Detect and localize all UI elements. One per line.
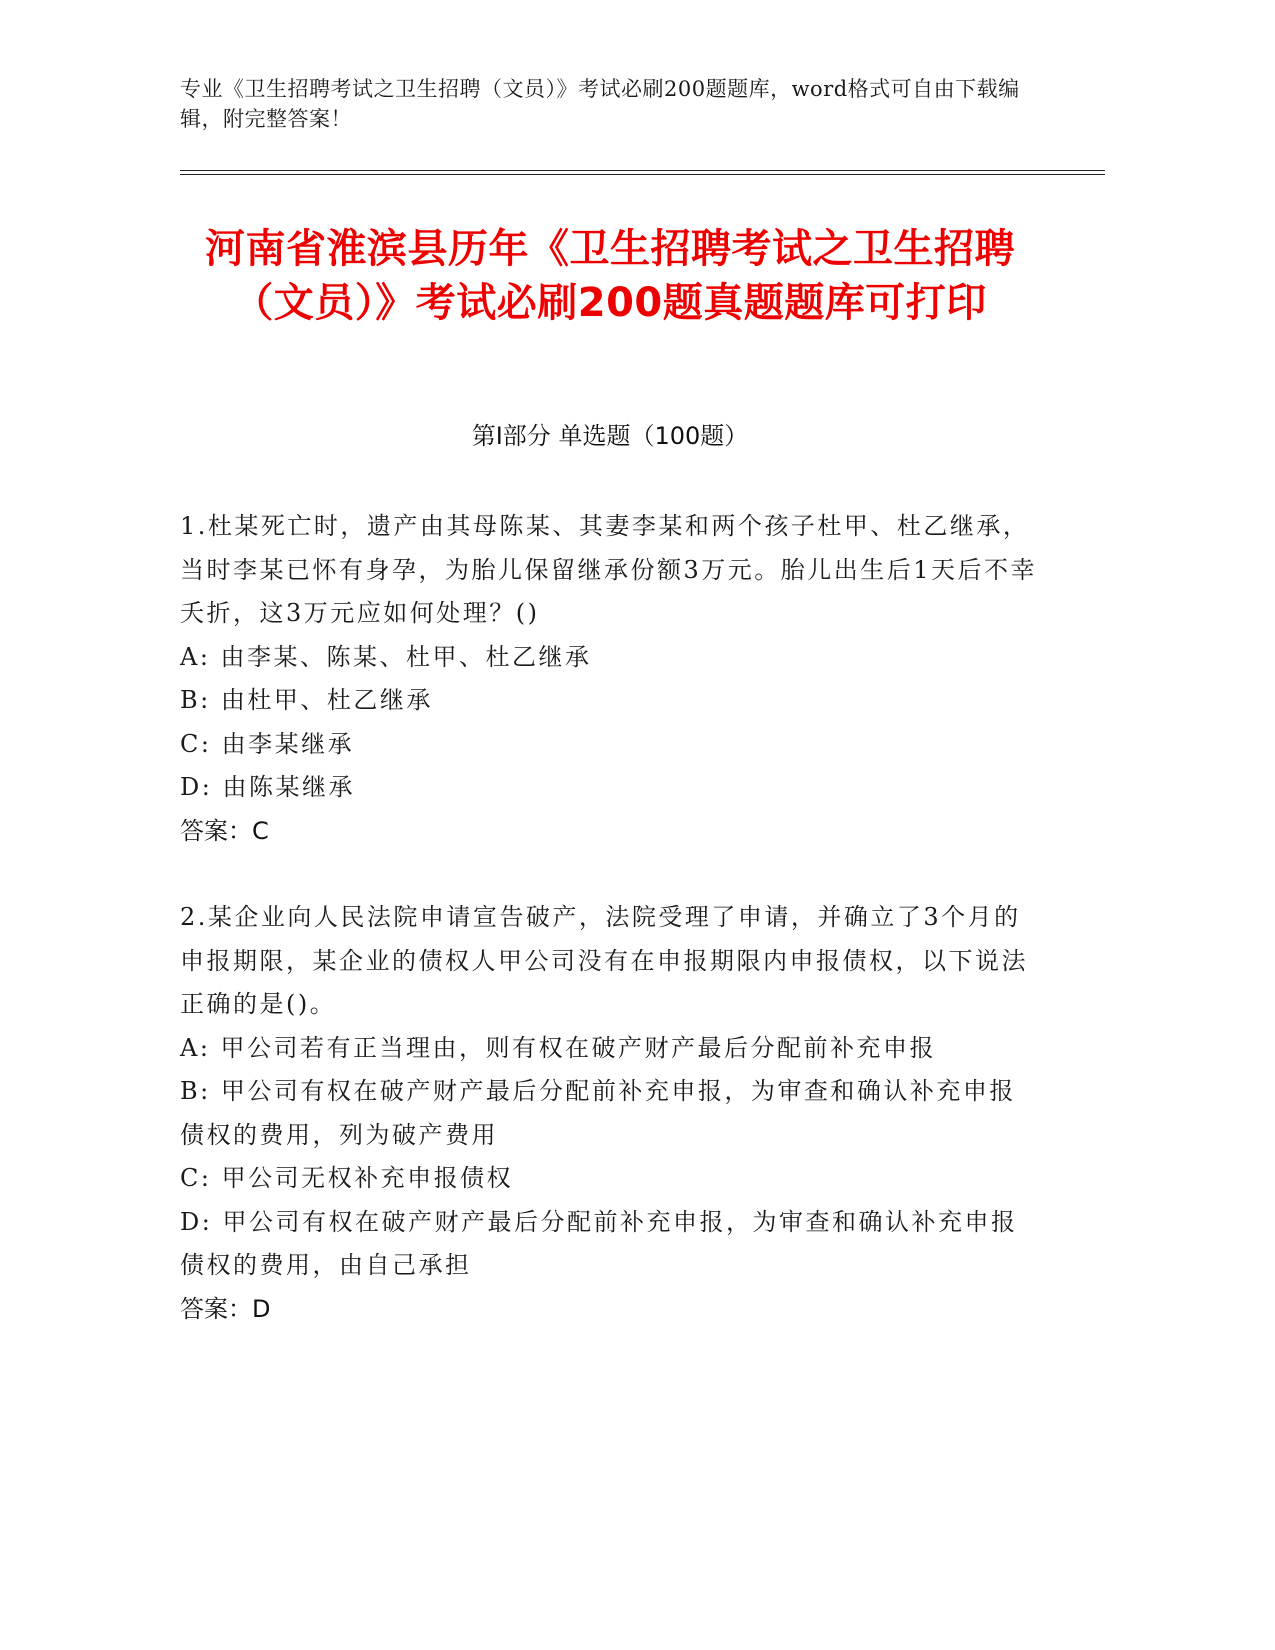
document-title: 河南省淮滨县历年《卫生招聘考试之卫生招聘（文员）》考试必刷200题真题题库可打印	[205, 226, 1015, 326]
section-heading: 第Ⅰ部分 单选题（100题）	[471, 422, 749, 450]
question-text: 2.某企业向人民法院申请宣告破产，法院受理了申请，并确立了3个月的申报期限，某企业的债权人甲公司没有在申报期限内申报债权，以下说法正确的是()。	[180, 903, 1028, 1018]
option-c: C: 由李某继承	[180, 729, 355, 758]
header-divider	[180, 170, 1105, 175]
option-d: D: 甲公司有权在破产财产最后分配前补充申报，为审查和确认补充申报债权的费用，由自己承担	[180, 1207, 1018, 1279]
option-b: B: 甲公司有权在破产财产最后分配前补充申报，为审查和确认补充申报债权的费用，列为破产费用	[180, 1077, 1016, 1149]
option-c: C: 甲公司无权补充申报债权	[180, 1164, 514, 1192]
question-text: 1.杜某死亡时，遗产由其母陈某、其妻李某和两个孩子杜甲、杜乙继承，当时李某已怀有身孕，为胎儿保留继承份额3万元。胎儿出生后1天后不幸夭折，这3万元应如何处理？()	[180, 512, 1038, 627]
option-a: A: 甲公司若有正当理由，则有权在破产财产最后分配前补充申报	[180, 1033, 937, 1062]
answer: 答案：C	[180, 816, 269, 845]
question-2	[180, 896, 1040, 1331]
option-b: B: 由杜甲、杜乙继承	[180, 686, 433, 714]
option-a: A: 由李某、陈某、杜甲、杜乙继承	[180, 642, 592, 671]
answer: 答案：D	[180, 1294, 271, 1323]
option-d: D: 由陈某继承	[180, 773, 355, 801]
question-1	[180, 505, 1040, 853]
header-note: 专业《卫生招聘考试之卫生招聘（文员）》考试必刷200题题库，word格式可自由下载编辑，附完整答案！	[180, 77, 1020, 131]
